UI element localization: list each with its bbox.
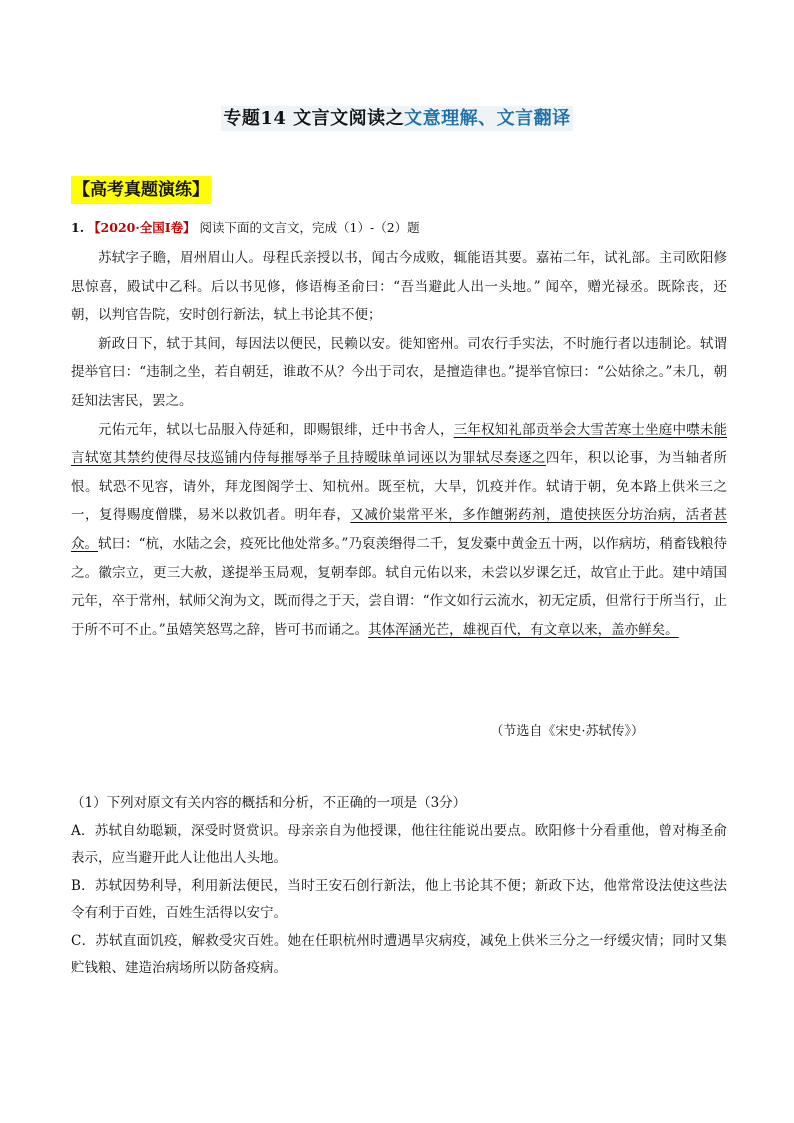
option-c: C．苏轼直面饥疫，解救受灾百姓。她在任职杭州时遭遇旱灾病疫，减免上供米三分之一纾缓灾情；同时又集贮钱粮、建造治病场所以防备疫病。 [71,932,727,976]
question-stem: （1）下列对原文有关内容的概括和分析，不正确的一项是（3分） [71,795,467,811]
option-b: B．苏轼因势利导，利用新法便民，当时王安石创行新法，他上书论其不便；新政下达，他常常设法使这些法令有利于百姓，百姓生活得以安宁。 [71,877,727,921]
passage-text: 四年，积以论事，为当轴者所恨。轼恐不见容，请外，拜龙图阁学士、知杭州。既至杭，大旱，饥疫并作。轼请于朝，免本路上供米三之一，复得赐度僧牒，易米以救饥者。明年春， [71,450,727,524]
passage-paragraph-2: 新政日下，轼于其间，每因法以便民，民赖以安。徙知密州。司农行手实法，不时施行者以违制论。轼谓提举官曰：“违制之坐，若自朝廷，谁敢不从？今出于司农，是擅造律也。”提举官惊曰：“公姑徐之。”未几，朝廷知法害民，罢之。 [71,335,727,409]
underlined-sentence-2: 又减价粜常平米，多作饘粥药剂，遣使挟医分坊治病，活者甚众。 [71,507,728,552]
question-source: 【2020·全国Ⅰ卷】 [88,220,196,235]
passage-text: 元佑元年，轼以七品服入侍延和，即赐银绯，迁中书舍人， [98,421,454,438]
question-header [71,218,731,238]
underlined-sentence-1: 三年权知礼部贡举会大雪苦寒士坐庭中噤未能言轼宽其禁约使得尽技巡铺内侍每摧辱举子且持暧昧单词诬以为罪轼尽奏逐之 [71,421,728,467]
passage-text: 轼曰：“杭，水陆之会，疫死比他处常多。”乃裒羡缗得二千，复发橐中黄金五十两，以作病坊，稍畜钱粮待之。徽宗立，更三大赦，遂提举玉局观，复朝奉郎。轼自元佑以来，未尝以岁课乞迁，故官止于此。建中靖国元年，卒于常州，轼师父洵为文，既而得之于天，尝自谓：“作文如行云流水，初无定质，但常行于所当行，止于所不可不止。”虽嬉笑怒骂之辞，皆可书而诵之。 [71,535,727,638]
underlined-sentence-3: 其体浑涵光芒，雄视百代，有文章以来，盖亦鲜矣。 [368,621,679,638]
question-block [71,790,727,983]
source-note: （节选自《宋史·苏轼传》） [490,724,644,739]
question-number: 1. [71,220,85,235]
passage-paragraph-1: 苏轼字子瞻，眉州眉山人。母程氏亲授以书，闻古今成败，辄能语其要。嘉祐二年，试礼部。主司欧阳修思惊喜，殿试中乙科。后以书见修，修语梅圣俞曰：“吾当避此人出一头地。” 闻卒，赠光禄丞。既除丧，还朝，以判官告院，安时创行新法，轼上书论其不便； [71,250,727,324]
title-highlight-box [221,106,572,131]
passage-paragraph-3 [71,416,727,645]
question-instruction: 阅读下面的文言文，完成（1）-（2）题 [199,220,420,235]
title-prefix: 专题14 文言文阅读之 [223,108,405,129]
option-a: A．苏轼自幼聪颖，深受时贤赏识。母亲亲自为他授课，他往往能说出要点。欧阳修十分看重他，曾对梅圣俞表示，应当避开此人让他出人头地。 [71,822,727,866]
section-heading: 【高考真题演练】 [71,176,211,204]
title-topic: 文意理解、文言翻译 [404,108,571,129]
page-title [0,104,794,130]
classical-passage [71,244,727,644]
